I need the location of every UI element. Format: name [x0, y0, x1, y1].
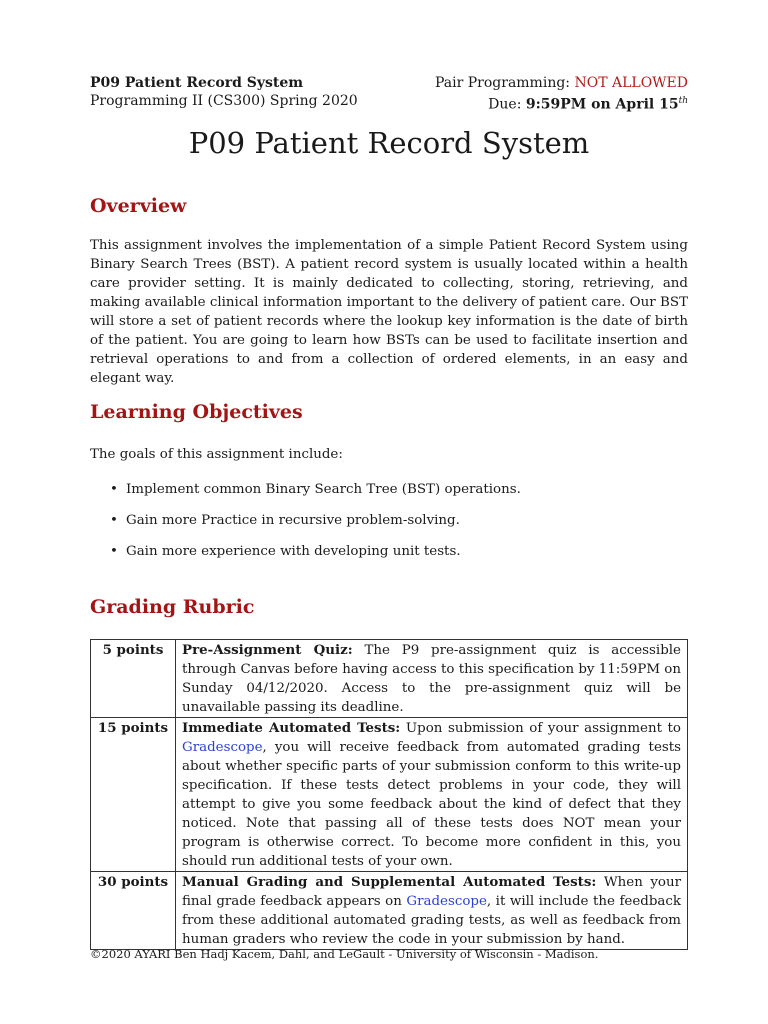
- copyright-footer: ©2020 AYARI Ben Hadj Kacem, Dahl, and LeGault - University of Wisconsin - Madison.: [90, 947, 599, 961]
- running-header-left: [90, 74, 358, 110]
- rubric-heading: Grading Rubric: [90, 596, 255, 618]
- list-item: • Gain more Practice in recursive problem-solving.: [90, 513, 521, 544]
- criterion-text-continued: , it will include the feedback from these additional automated grading tests, as well as feedback from human graders who review the code in your submission by hand.: [182, 894, 681, 947]
- description-cell: [176, 640, 688, 718]
- table-row: [91, 718, 688, 872]
- criterion-text: Upon submission of your assignment to: [400, 721, 681, 736]
- criterion-title: Manual Grading and Supplemental Automated Tests:: [182, 874, 597, 890]
- header-course: Programming II (CS300) Spring 2020: [90, 93, 358, 109]
- objectives-intro: The goals of this assignment include:: [90, 447, 343, 462]
- criterion-text: The P9 pre-assignment quiz is accessible through Canvas before having access to this specification by 11:59PM on Sunday 04/12/2020. Access to the pre-assignment quiz will be unavailable passing its deadline.: [182, 643, 681, 715]
- pair-programming-line: [435, 74, 688, 92]
- points-cell: 15 points: [91, 718, 176, 872]
- running-header-right: [435, 74, 688, 114]
- due-value: 9:59PM on April 15: [525, 96, 679, 113]
- overview-heading: Overview: [90, 195, 187, 217]
- points-cell: 30 points: [91, 872, 176, 950]
- pair-programming-label: Pair Programming:: [434, 75, 575, 91]
- due-line: [435, 92, 688, 114]
- criterion-text: When your final grade feedback appears on: [182, 875, 681, 909]
- description-cell: [176, 718, 688, 872]
- criterion-title: Immediate Automated Tests:: [182, 720, 401, 736]
- table-row: [91, 872, 688, 950]
- list-item: • Implement common Binary Search Tree (BST) operations.: [90, 482, 521, 513]
- page-title: P09 Patient Record System: [188, 126, 590, 160]
- overview-paragraph: This assignment involves the implementation of a simple Patient Record System using Binary Search Trees (BST). A patient record system is usually located within a health care provider setting. It is mainly dedicated to collecting, storing, retrieving, and making available clinical information important to the delivery of patient care. Our BST will store a set of patient records where the lookup key information is the date of birth of the patient. You are going to learn how BSTs can be used to facilitate insertion and retrieval operations to and from a collection of ordered elements, in an easy and elegant way.: [90, 238, 688, 386]
- criterion-text-continued: , you will receive feedback from automated grading tests about whether specific parts of your submission conform to this write-up specification. If these tests detect problems in your code, they will attempt to give you some feedback about the kind of defect that they noticed. Note that passing all of these tests does NOT mean your program is otherwise correct. To become more confident in this, you should run additional tests of your own.: [182, 740, 681, 869]
- gradescope-link[interactable]: Gradescope: [406, 894, 487, 909]
- description-cell: [176, 872, 688, 950]
- table-row: [91, 640, 688, 718]
- objectives-list: [90, 482, 521, 575]
- due-label: Due:: [488, 96, 526, 113]
- criterion-title: Pre-Assignment Quiz:: [182, 642, 353, 658]
- points-cell: 5 points: [91, 640, 176, 718]
- due-suffix: th: [678, 96, 688, 106]
- gradescope-link[interactable]: Gradescope: [182, 740, 263, 755]
- header-assignment-title: P09 Patient Record System: [90, 75, 304, 91]
- rubric-table: [90, 639, 688, 950]
- objectives-heading: Learning Objectives: [90, 401, 303, 423]
- pair-programming-status: NOT ALLOWED: [574, 75, 688, 91]
- list-item: • Gain more experience with developing unit tests.: [90, 544, 521, 575]
